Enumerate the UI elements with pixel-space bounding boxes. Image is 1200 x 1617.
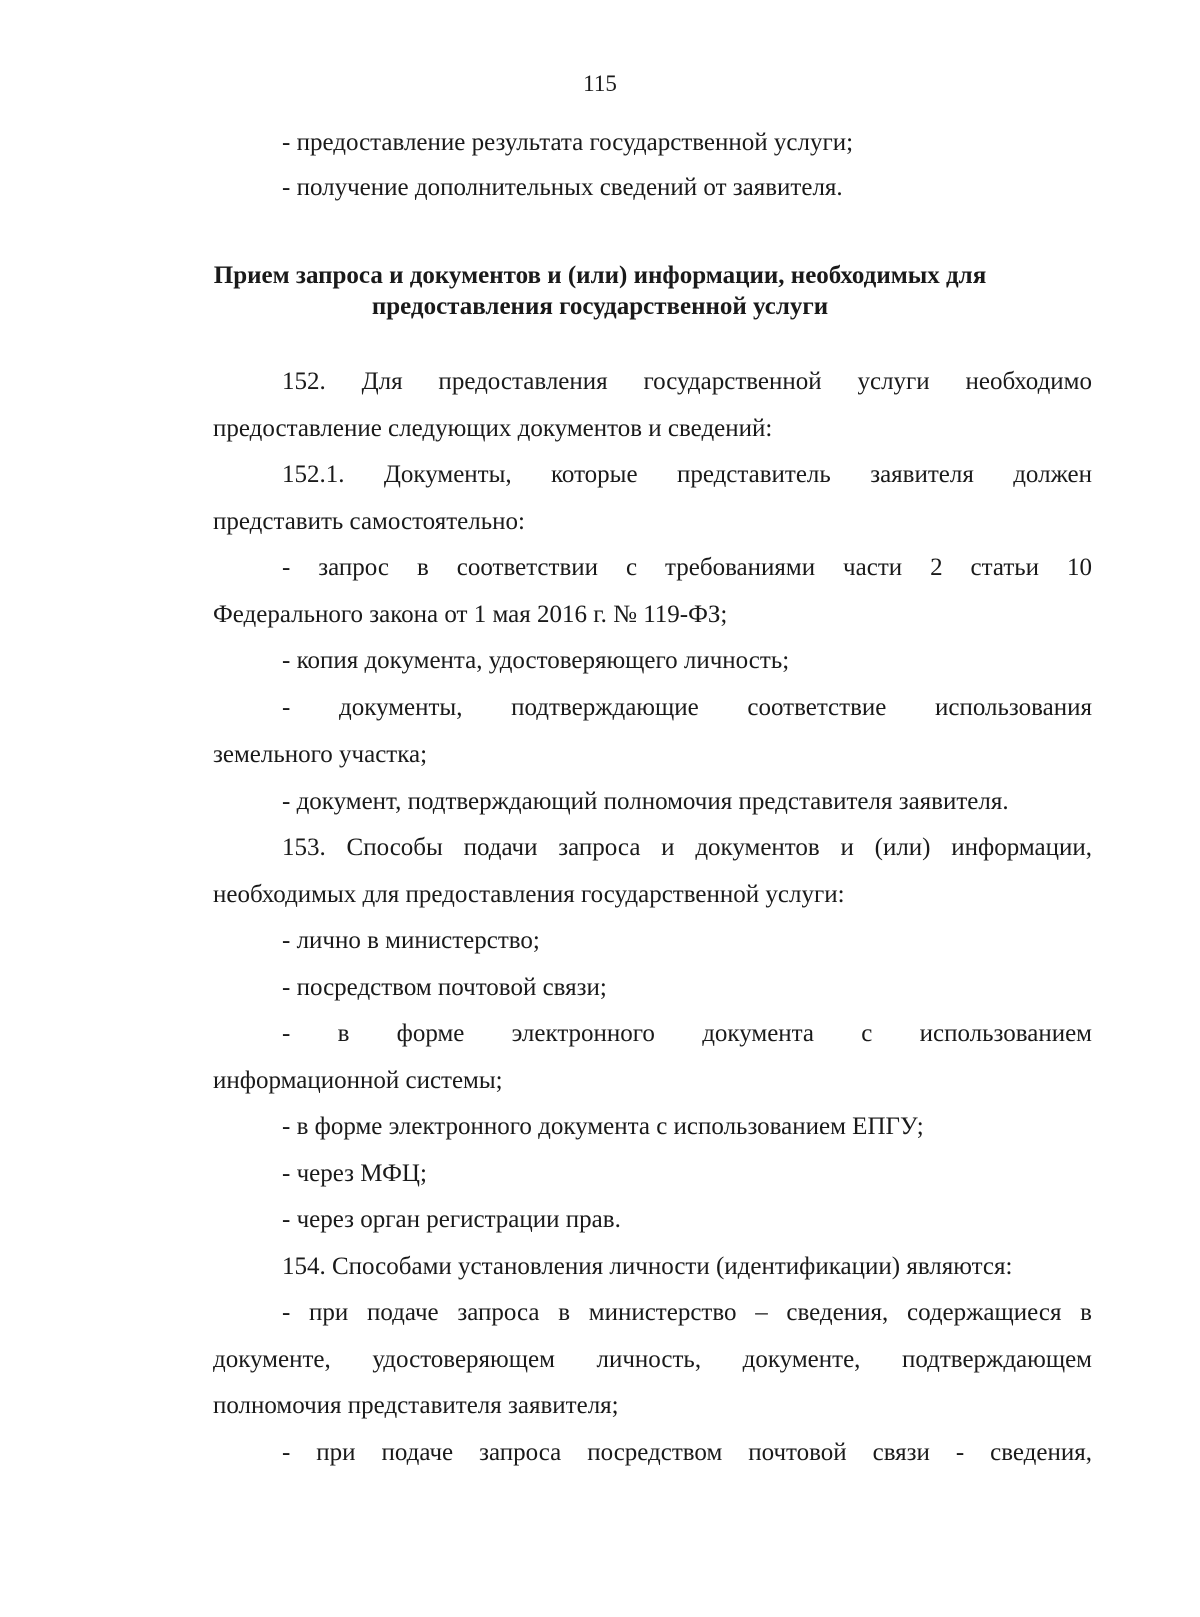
list-item-land-docs-line-2: земельного участка; xyxy=(213,741,428,768)
paragraph-152-1-line-1: 152.1. Документы, которые представитель заявителя должен xyxy=(282,461,1092,488)
list-item-request-line-1: - запрос в соответствии с требованиями части 2 статьи 10 xyxy=(282,554,1092,581)
intro-line-2: - получение дополнительных сведений от заявителя. xyxy=(282,174,843,201)
identification-ministry-line-3: полномочия представителя заявителя; xyxy=(213,1392,619,1419)
paragraph-154: 154. Способами установления личности (идентификации) являются: xyxy=(282,1253,1013,1280)
method-post: - посредством почтовой связи; xyxy=(282,974,607,1001)
identification-post-line-1: - при подаче запроса посредством почтовой связи - сведения, xyxy=(282,1439,1092,1466)
paragraph-153-line-1: 153. Способы подачи запроса и документов и (или) информации, xyxy=(282,834,1092,861)
list-item-id-copy: - копия документа, удостоверяющего личность; xyxy=(282,647,790,674)
method-in-person: - лично в министерство; xyxy=(282,927,540,954)
method-mfc: - через МФЦ; xyxy=(282,1160,427,1187)
page-number: 115 xyxy=(583,71,617,96)
list-item-land-docs-line-1: - документы, подтверждающие соответствие использования xyxy=(282,694,1092,721)
intro-line-1: - предоставление результата государственной услуги; xyxy=(282,129,854,156)
list-item-request-line-2: Федерального закона от 1 мая 2016 г. № 119-ФЗ; xyxy=(213,601,728,628)
section-heading-line-1: Прием запроса и документов и (или) информации, необходимых для xyxy=(213,262,987,289)
section-heading-line-2: предоставления государственной услуги xyxy=(371,293,829,320)
method-info-system-line-1: - в форме электронного документа с использованием xyxy=(282,1020,1092,1047)
method-registration-body: - через орган регистрации прав. xyxy=(282,1206,621,1233)
method-epgu: - в форме электронного документа с использованием ЕПГУ; xyxy=(282,1113,924,1140)
paragraph-153-line-2: необходимых для предоставления государственной услуги: xyxy=(213,881,845,908)
paragraph-152-1-line-2: представить самостоятельно: xyxy=(213,508,525,535)
identification-ministry-line-1: - при подаче запроса в министерство – сведения, содержащиеся в xyxy=(282,1299,1092,1326)
method-info-system-line-2: информационной системы; xyxy=(213,1067,503,1094)
paragraph-152-line-2: предоставление следующих документов и сведений: xyxy=(213,415,773,442)
identification-ministry-line-2: документе, удостоверяющем личность, документе, подтверждающем xyxy=(213,1346,1092,1373)
list-item-authority-doc: - документ, подтверждающий полномочия представителя заявителя. xyxy=(282,788,1009,815)
paragraph-152-line-1: 152. Для предоставления государственной услуги необходимо xyxy=(282,368,1092,395)
